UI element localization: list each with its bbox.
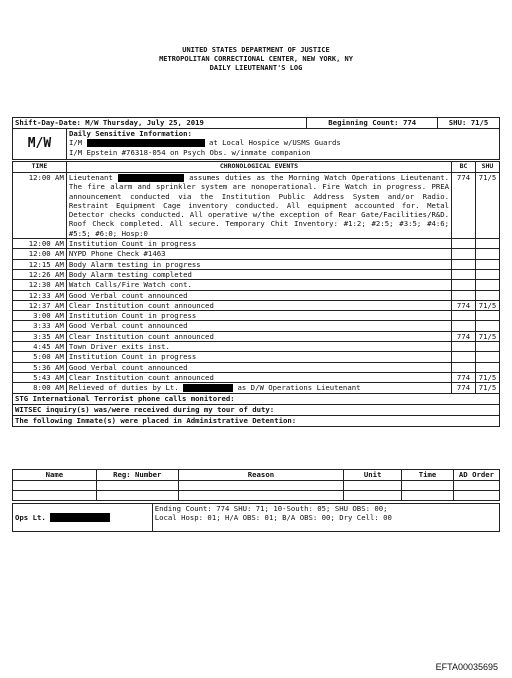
event-row: [13, 311, 500, 321]
event-time: 3:35 AM: [13, 331, 67, 341]
event-text: Town Driver exits inst.: [66, 342, 451, 352]
event-shu: 71/5: [475, 383, 499, 393]
event-row: [13, 239, 500, 249]
redaction-box: [87, 139, 205, 147]
detention-title: The following Inmate(s) were placed in Administrative Detention:: [13, 415, 500, 426]
event-time: 4:45 AM: [13, 342, 67, 352]
event-text: Institution Count in progress: [66, 239, 451, 249]
event-bc: 774: [452, 383, 476, 393]
doc-header-facility: METROPOLITAN CORRECTIONAL CENTER, NEW YORK, NY: [159, 55, 353, 63]
event-text: Watch Calls/Fire Watch cont.: [66, 280, 451, 290]
event-bc: 774: [452, 372, 476, 382]
event-shu: [475, 321, 499, 331]
event-time: 12:33 AM: [13, 290, 67, 300]
event-text: Clear Institution count announced: [66, 300, 451, 310]
top-info-table: [12, 117, 500, 160]
detention-col-time: Time: [402, 470, 454, 481]
event-text: NYPD Phone Check #1463: [66, 249, 451, 259]
detention-col-unit: Unit: [344, 470, 402, 481]
event-bc: [452, 321, 476, 331]
redaction-box: [50, 513, 110, 522]
ending-count: [152, 504, 499, 532]
event-time: 8:00 AM: [13, 383, 67, 393]
event-bc: [452, 311, 476, 321]
event-text: Good Verbal count announced: [66, 290, 451, 300]
event-time: 12:30 AM: [13, 280, 67, 290]
detention-col-name: Name: [13, 470, 97, 481]
event-time: 12:37 AM: [13, 300, 67, 310]
events-table: [12, 161, 500, 427]
witsec-inquiry: WITSEC inquiry(s) was/were received during my tour of duty:: [13, 404, 500, 415]
event-shu: 71/5: [475, 300, 499, 310]
sensitive-title: Daily Sensitive Information:: [68, 129, 192, 138]
event-text: Clear Institution count announced: [66, 331, 451, 341]
event-text: Good Verbal count announced: [66, 321, 451, 331]
event-bc: [452, 269, 476, 279]
event-text: Institution Count in progress: [66, 311, 451, 321]
event-bc: [452, 239, 476, 249]
event-shu: [475, 290, 499, 300]
shift-code: M/W: [13, 129, 67, 160]
event-row: [13, 331, 500, 341]
event-text: Lieutenant assumes duties as the Morning Watch Operations Lieutenant. The fire alarm and sprinkler system are nonoperational. Fire Watch in progress. PREA announcement conducted via the Institution Public Address System and/or Radio. Restraint Equipment Cage inventory conducted. All equipment accounted for. Metal Detector checks conducted. All operative w/the exception of Rear Gate/Facilities/R&D. Roof Check completed. All secure. Temporary Chit Inventory: #1:2; #2:5; #3:5; #4:6; #5:5; #6:0; Hosp:0: [66, 173, 451, 239]
detention-table: [12, 469, 500, 501]
event-row: [13, 342, 500, 352]
col-events-header: CHRONOLOGICAL EVENTS: [66, 162, 451, 173]
document-id: EFTA00035695: [435, 662, 498, 672]
event-bc: [452, 352, 476, 362]
event-text: Body Alarm testing completed: [66, 269, 451, 279]
ending-line-2: Local Hosp: 01; H/A OBS: 01; B/A OBS: 00; Dry Cell: 00: [154, 513, 392, 523]
sensitive-line-1: I/M at Local Hospice w/USMS Guards: [68, 138, 341, 148]
col-shu-header: SHU: [475, 162, 499, 173]
event-bc: [452, 280, 476, 290]
event-time: 5:36 AM: [13, 362, 67, 372]
event-time: 12:00 AM: [13, 173, 67, 239]
sensitive-info: [66, 129, 499, 160]
event-shu: [475, 352, 499, 362]
event-shu: [475, 280, 499, 290]
event-shu: 71/5: [475, 173, 499, 239]
event-shu: [475, 362, 499, 372]
event-row: [13, 249, 500, 259]
event-bc: [452, 259, 476, 269]
event-shu: [475, 342, 499, 352]
event-text: Institution Count in progress: [66, 352, 451, 362]
event-row: [13, 259, 500, 269]
event-text: Relieved of duties by Lt. as D/W Operations Lieutenant: [66, 383, 451, 393]
beginning-count: Beginning Count: 774: [307, 118, 438, 129]
event-time: 12:15 AM: [13, 259, 67, 269]
event-shu: [475, 259, 499, 269]
doc-header-department: UNITED STATES DEPARTMENT OF JUSTICE: [182, 46, 330, 54]
shift-day-date: Shift-Day-Date: M/W Thursday, July 25, 2019: [13, 118, 307, 129]
event-shu: [475, 239, 499, 249]
event-shu: 71/5: [475, 372, 499, 382]
event-shu: [475, 249, 499, 259]
event-bc: [452, 362, 476, 372]
event-time: 3:33 AM: [13, 321, 67, 331]
detention-col-ad-order: AD Order: [453, 470, 499, 481]
event-shu: [475, 269, 499, 279]
ops-lt-signature: Ops Lt.: [13, 504, 153, 532]
detention-row: [13, 481, 500, 491]
event-bc: [452, 249, 476, 259]
event-row: [13, 290, 500, 300]
event-row: [13, 280, 500, 290]
redaction-box: [183, 384, 233, 392]
event-row: [13, 300, 500, 310]
event-row: [13, 362, 500, 372]
event-bc: [452, 342, 476, 352]
detention-row: [13, 491, 500, 501]
event-shu: [475, 311, 499, 321]
event-text: Good Verbal count announced: [66, 362, 451, 372]
event-time: 3:00 AM: [13, 311, 67, 321]
stg-monitoring: STG International Terrorist phone calls monitored:: [13, 393, 500, 404]
event-time: 12:00 AM: [13, 249, 67, 259]
event-time: 5:00 AM: [13, 352, 67, 362]
detention-col-reason: Reason: [178, 470, 344, 481]
event-shu: 71/5: [475, 331, 499, 341]
event-time: 12:26 AM: [13, 269, 67, 279]
shu-count: SHU: 71/5: [438, 118, 500, 129]
event-row: [13, 321, 500, 331]
event-row: [13, 269, 500, 279]
event-text: Body Alarm testing in progress: [66, 259, 451, 269]
event-text: Clear Institution count announced: [66, 372, 451, 382]
col-bc-header: BC: [452, 162, 476, 173]
event-bc: 774: [452, 300, 476, 310]
sensitive-line-2: I/M Epstein #76318-054 on Psych Obs. w/inmate companion: [68, 147, 311, 157]
doc-header-title: DAILY LIEUTENANT'S LOG: [209, 64, 303, 72]
event-bc: 774: [452, 331, 476, 341]
event-bc: [452, 290, 476, 300]
detention-col-reg: Reg: Number: [96, 470, 178, 481]
ending-line-1: Ending Count: 774 SHU: 71; 10-South: 05; SHU OBS: 00;: [154, 504, 388, 513]
event-bc: 774: [452, 173, 476, 239]
event-row: [13, 352, 500, 362]
col-time-header: TIME: [13, 162, 67, 173]
event-time: 5:43 AM: [13, 372, 67, 382]
redaction-box: [118, 174, 184, 182]
ending-table: [12, 503, 500, 532]
event-time: 12:00 AM: [13, 239, 67, 249]
event-row: [13, 372, 500, 382]
